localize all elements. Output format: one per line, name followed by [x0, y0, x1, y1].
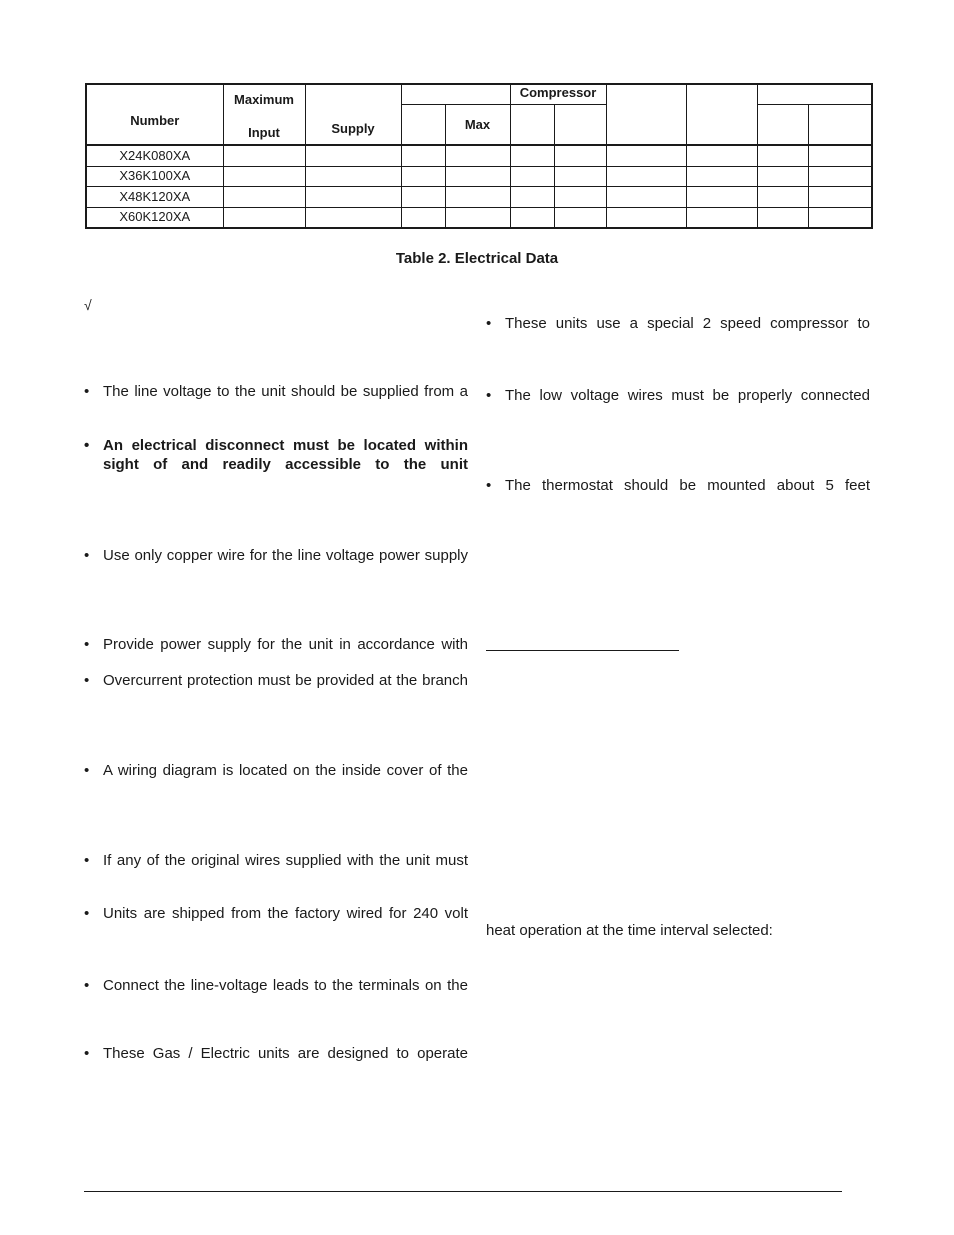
check-mark: √	[84, 297, 92, 313]
header-input: Input	[248, 125, 280, 140]
bullet-icon: •	[84, 636, 90, 653]
bullet-icon: •	[84, 383, 90, 400]
list-item: • These Gas / Electric units are designed to operate	[84, 1045, 468, 1062]
header-cell	[808, 104, 872, 145]
bullet-icon: •	[84, 852, 90, 869]
model-number: X36K100XA	[86, 166, 223, 186]
model-number: X24K080XA	[86, 145, 223, 166]
header-number: Number	[86, 84, 223, 145]
bullet-icon: •	[84, 437, 90, 454]
header-maximum: Maximum	[234, 92, 294, 107]
bullet-icon: •	[84, 547, 90, 564]
bullet-icon: •	[486, 315, 492, 332]
list-item: • Connect the line-voltage leads to the terminals on the	[84, 977, 468, 994]
list-item: • The low voltage wires must be properly connected	[486, 387, 870, 404]
table-row	[86, 207, 872, 228]
bullet-icon: •	[84, 1045, 90, 1062]
header-blank-4	[757, 84, 872, 104]
bullet-icon: •	[84, 762, 90, 779]
table-caption: Table 2. Electrical Data	[395, 250, 559, 267]
footer-rule	[84, 1191, 842, 1192]
header-compressor: Compressor	[510, 84, 606, 104]
list-item: • Overcurrent protection must be provided at the branch	[84, 672, 468, 689]
model-number: X48K120XA	[86, 187, 223, 207]
model-number: X60K120XA	[86, 207, 223, 228]
header-blank-1	[401, 84, 510, 104]
list-item: • Provide power supply for the unit in accordance with	[84, 636, 468, 653]
header-cell	[510, 104, 554, 145]
header-cell	[757, 104, 808, 145]
bullet-icon: •	[486, 477, 492, 494]
header-blank-3	[686, 84, 757, 145]
list-item: • Units are shipped from the factory wired for 240 volt	[84, 905, 468, 922]
table-row	[86, 166, 872, 186]
header-supply: Supply	[305, 84, 401, 145]
header-blank-2	[606, 84, 686, 145]
table-row	[86, 145, 872, 166]
body-text: heat operation at the time interval selected:	[486, 922, 773, 939]
section-rule	[486, 650, 679, 651]
list-item: • A wiring diagram is located on the inside cover of the	[84, 762, 468, 779]
bullet-icon: •	[84, 905, 90, 922]
list-item: • The thermostat should be mounted about 5 feet	[486, 477, 870, 494]
electrical-data-table	[85, 83, 873, 229]
header-cell	[401, 104, 445, 145]
list-item: • An electrical disconnect must be located within sight of and readily accessible to the unit	[84, 437, 468, 473]
list-item: • If any of the original wires supplied with the unit must	[84, 852, 468, 869]
list-item: • Use only copper wire for the line voltage power supply	[84, 547, 468, 564]
bullet-icon: •	[84, 977, 90, 994]
list-item: • The line voltage to the unit should be supplied from a	[84, 383, 468, 400]
list-item: • These units use a special 2 speed compressor to	[486, 315, 870, 332]
header-cell	[554, 104, 606, 145]
bullet-icon: •	[84, 672, 90, 689]
header-max: Max	[445, 104, 510, 145]
header-maximum-input	[223, 84, 305, 145]
bullet-icon: •	[486, 387, 492, 404]
table-row	[86, 187, 872, 207]
